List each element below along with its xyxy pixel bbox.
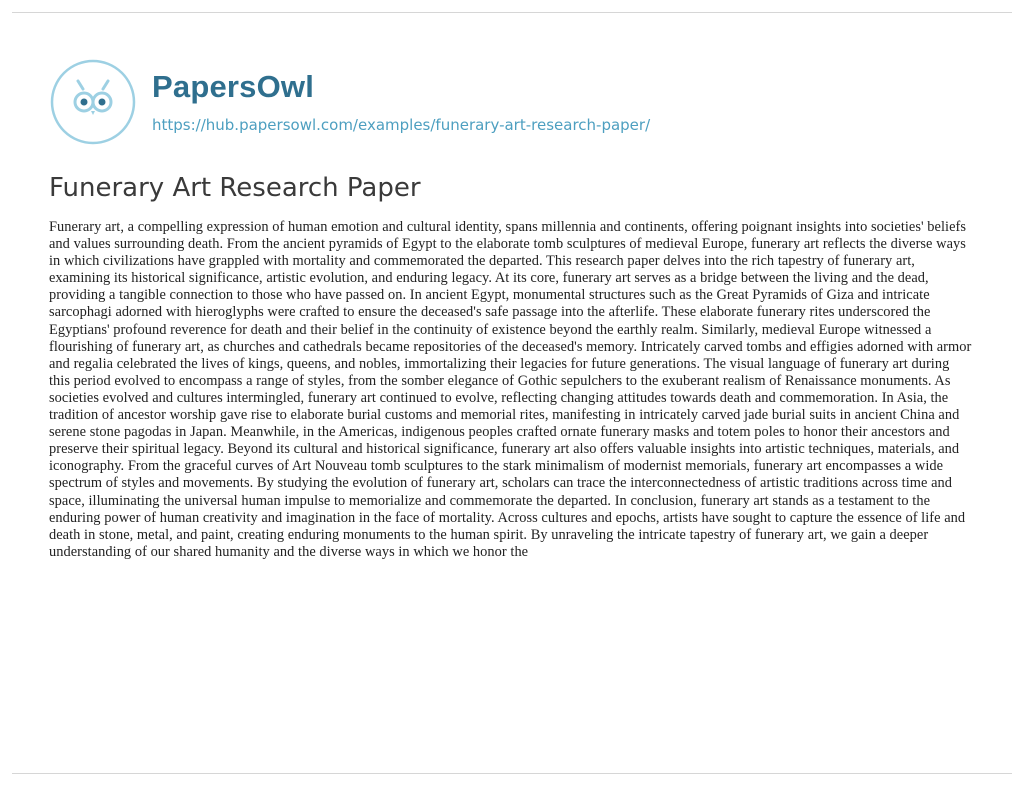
brand-name[interactable]: PapersOwl <box>152 69 315 104</box>
page-title: Funerary Art Research Paper <box>49 173 421 203</box>
site-header <box>50 62 650 142</box>
top-divider <box>12 12 1012 13</box>
source-url-link[interactable]: https://hub.papersowl.com/examples/funerary-art-research-paper/ <box>152 116 651 134</box>
owl-logo-icon[interactable] <box>50 59 136 145</box>
bottom-divider <box>12 773 1012 774</box>
brand-block <box>152 68 650 136</box>
essay-body: Funerary art, a compelling expression of human emotion and cultural identity, spans millennia and continents, offering poignant insights into societies' beliefs and values surrounding death. From the ancient pyramids of Egypt to the elaborate tomb sculptures of medieval Europe, funerary art reflects the diverse ways in which civilizations have grappled with mortality and commemorated the departed. This research paper delves into the rich tapestry of funerary art, examining its historical significance, artistic evolution, and enduring legacy. At its core, funerary art serves as a bridge between the living and the dead, providing a tangible connection to those who have passed on. In ancient Egypt, monumental structures such as the Great Pyramids of Giza and intricate sarcophagi adorned with hieroglyphs were crafted to ensure the deceased's safe passage into the afterlife. These elaborate funerary rites underscored the Egyptians' profound reverence for death and their belief in the continuity of existence beyond the earthly realm. Similarly, medieval Europe witnessed a flourishing of funerary art, as churches and cathedrals became repositories of the deceased's memory. Intricately carved tombs and effigies adorned with armor and regalia celebrated the lives of kings, queens, and nobles, immortalizing their legacies for future generations. The visual language of funerary art during this period evolved to encompass a range of styles, from the somber elegance of Gothic sepulchers to the exuberant realism of Renaissance monuments. As societies evolved and cultures intermingled, funerary art continued to evolve, reflecting changing attitudes towards death and commemoration. In Asia, the tradition of ancestor worship gave rise to elaborate burial customs and memorial rites, manifesting in intricately carved jade burial suits in ancient China and serene stone pagodas in Japan. Meanwhile, in the Americas, indigenous peoples crafted ornate funerary masks and totem poles to honor their ancestors and preserve their spiritual legacy. Beyond its cultural and historical significance, funerary art also offers valuable insights into artistic techniques, materials, and iconography. From the graceful curves of Art Nouveau tomb sculptures to the stark minimalism of modernist memorials, funerary art encompasses a wide spectrum of styles and movements. By studying the evolution of funerary art, scholars can trace the interconnectedness of artistic traditions across time and space, illuminating the universal human impulse to memorialize and commemorate the departed. In conclusion, funerary art stands as a testament to the enduring power of human creativity and imagination in the face of mortality. Across cultures and epochs, artists have sought to capture the essence of life and death in stone, metal, and paint, creating enduring monuments to the human spirit. By unraveling the intricate tapestry of funerary art, we gain a deeper understanding of our shared humanity and the diverse ways in which we honor the <box>49 219 972 560</box>
